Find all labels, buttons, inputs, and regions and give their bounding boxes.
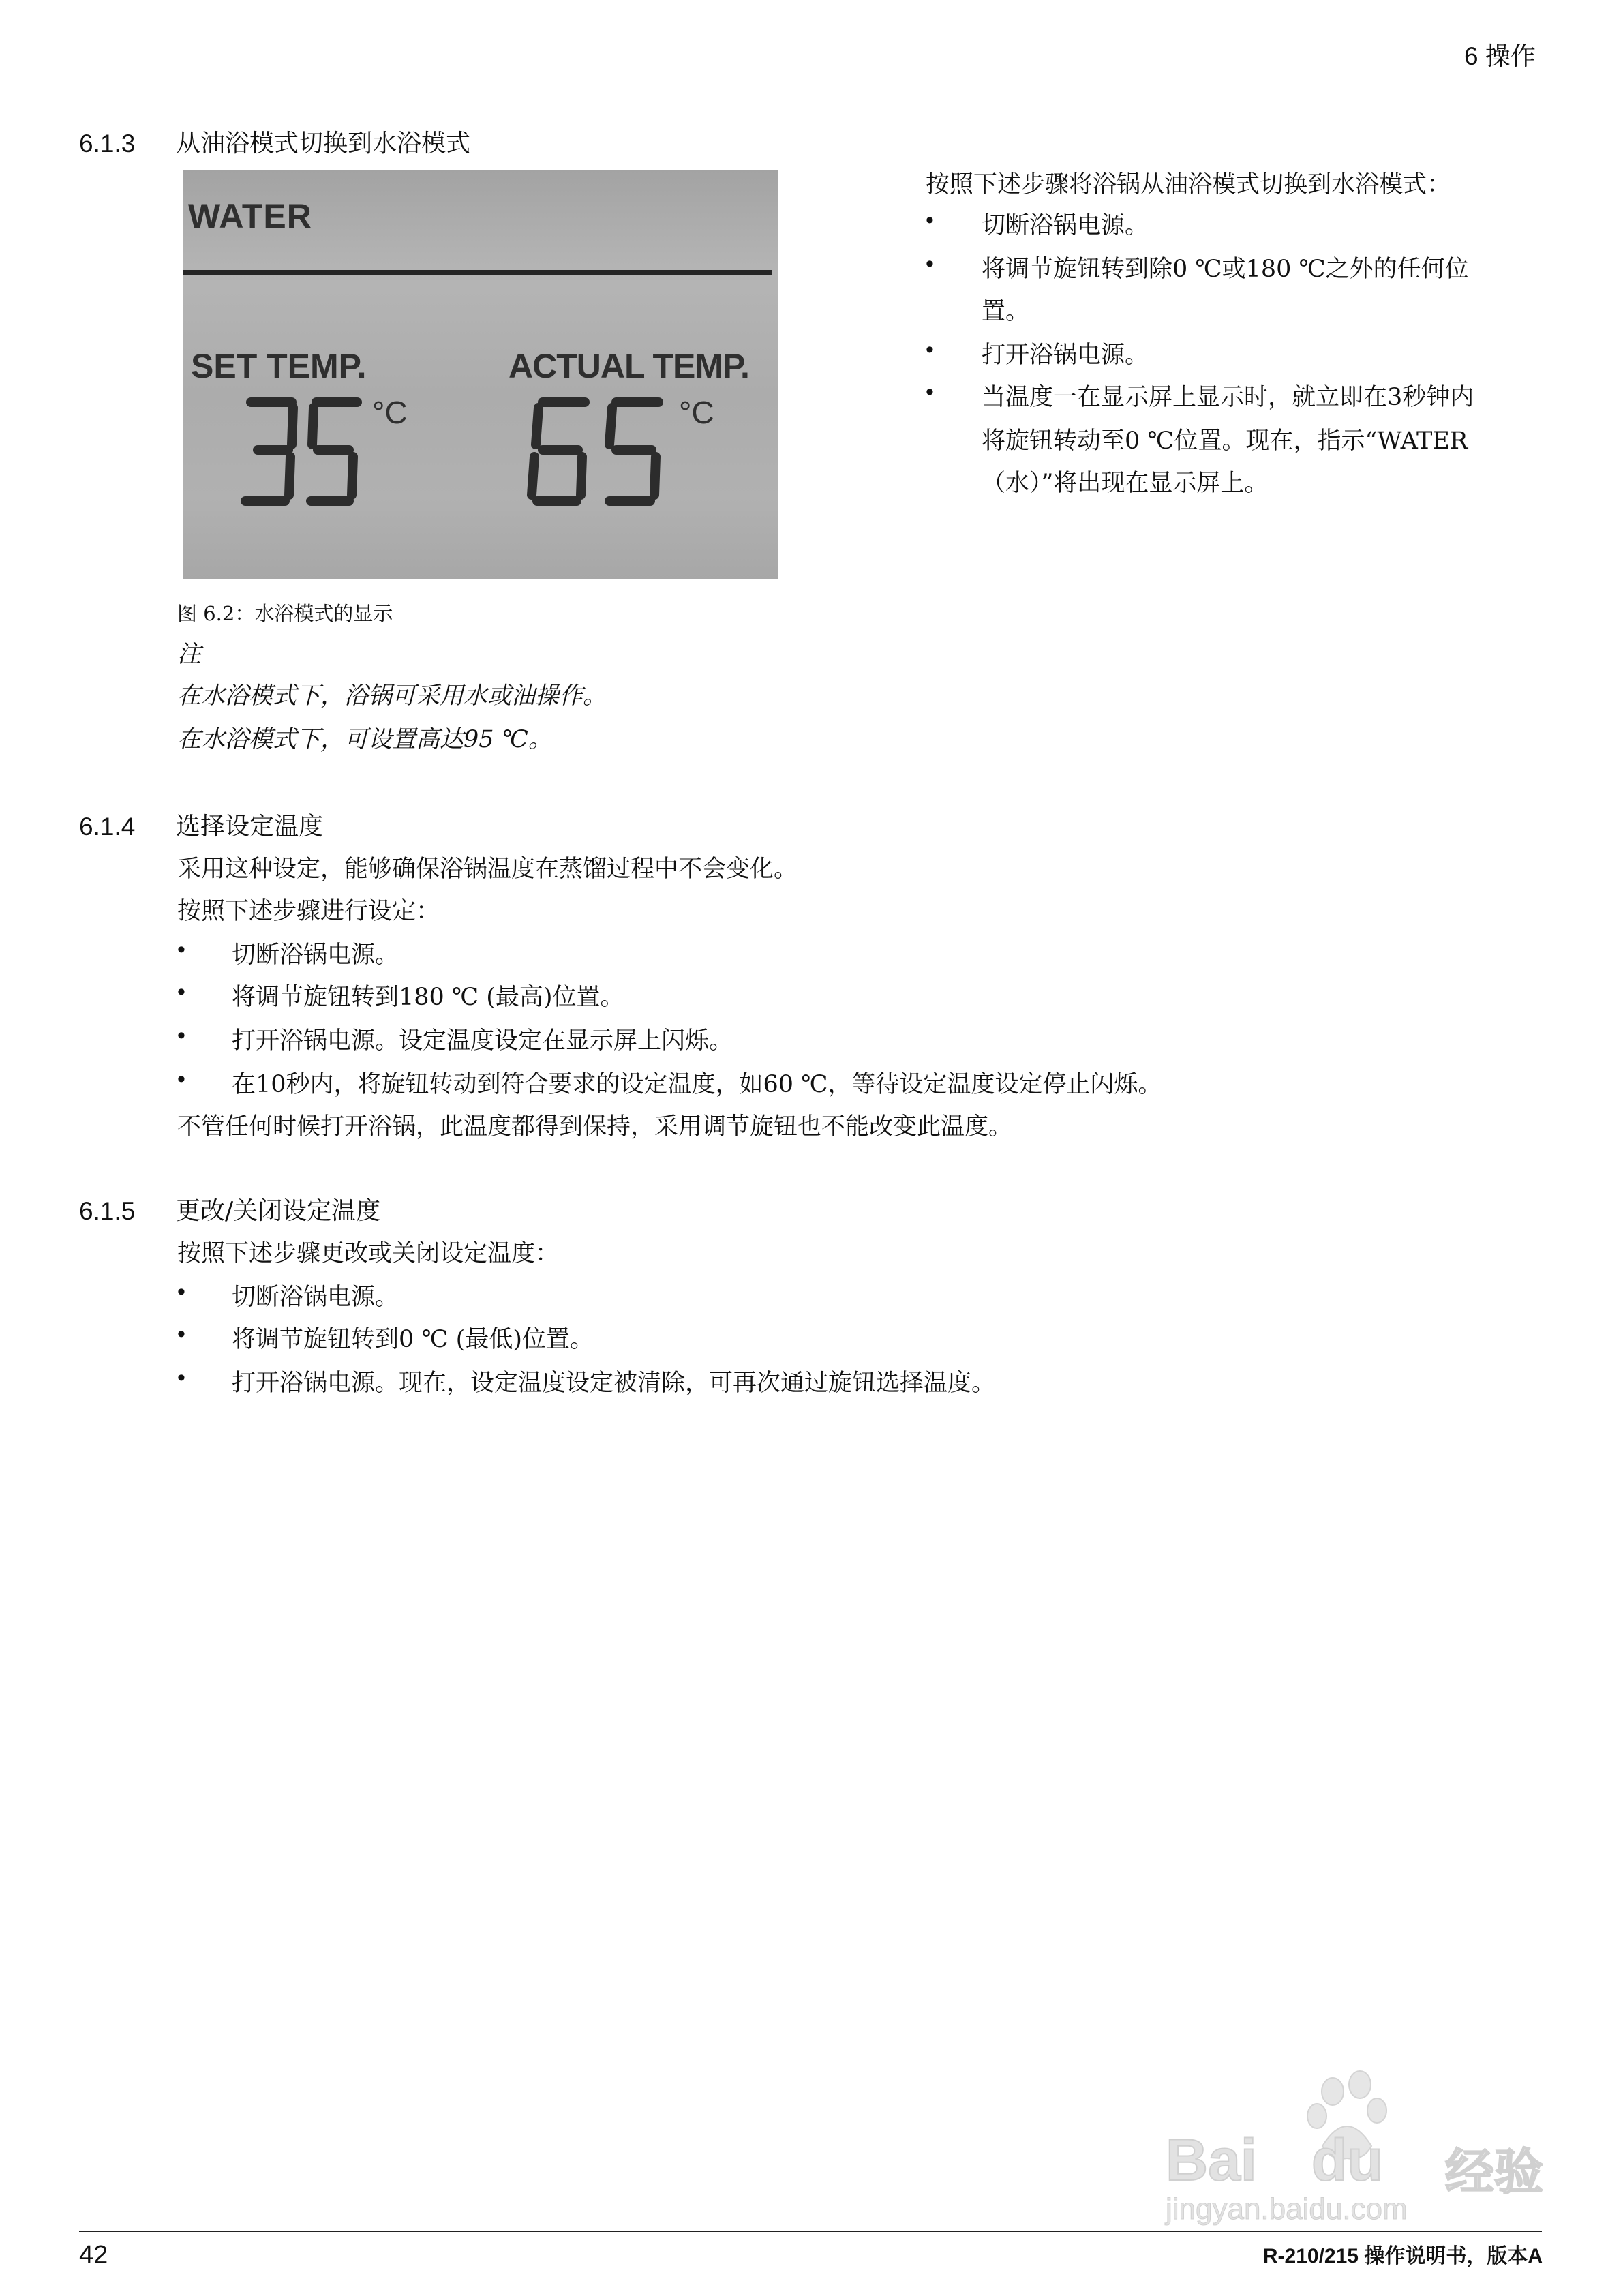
footer-rule <box>79 2231 1542 2232</box>
watermark-brand-part2: du <box>1311 2128 1383 2193</box>
bullet-marker: • <box>177 1365 185 1391</box>
section-614-title: 选择设定温度 <box>176 813 324 841</box>
section-613-number: 6.1.3 <box>79 130 136 157</box>
sec615-intro: 按照下述步骤更改或关闭设定温度： <box>177 1240 560 1267</box>
sec613-step-1: 切断浴锅电源。 <box>982 212 1149 239</box>
bullet-marker: • <box>177 1279 185 1305</box>
chapter-header: 6 操作 <box>1464 42 1536 70</box>
watermark-url: jingyan.baidu.com <box>1166 2192 1408 2226</box>
page-number: 42 <box>79 2241 108 2269</box>
sec613-step-3: 打开浴锅电源。 <box>982 342 1149 369</box>
sec614-step-1: 切断浴锅电源。 <box>232 941 399 969</box>
watermark-label: 经验 <box>1445 2143 1544 2201</box>
section-614-number: 6.1.4 <box>79 813 136 841</box>
sec614-closing: 不管任何时候打开浴锅，此温度都得到保持，采用调节旋钮也不能改变此温度。 <box>177 1113 1013 1141</box>
bullet-marker: • <box>177 1023 185 1048</box>
sec615-step-2: 将调节旋钮转到0 ℃ (最低)位置。 <box>232 1326 594 1353</box>
sec613-step-2-line2: 置。 <box>982 298 1030 325</box>
sec615-step-3: 打开浴锅电源。现在，设定温度设定被清除，可再次通过旋钮选择温度。 <box>232 1370 996 1397</box>
lcd-mode-label: WATER <box>188 197 312 235</box>
lcd-digit-5 <box>311 402 357 501</box>
lcd-seven-segment-digits <box>183 170 778 579</box>
lcd-set-temp-label: SET TEMP. <box>191 347 367 385</box>
bullet-marker: • <box>177 1321 185 1347</box>
sec614-step-3: 打开浴锅电源。设定温度设定在显示屏上闪烁。 <box>232 1027 733 1055</box>
baidu-watermark <box>1159 2059 1568 2226</box>
bullet-marker: • <box>926 337 934 363</box>
footer-doc-title: R-210/215 操作说明书，版本A <box>1262 2245 1543 2267</box>
sec615-step-1: 切断浴锅电源。 <box>232 1284 399 1311</box>
lcd-set-unit: °C <box>372 395 408 430</box>
bullet-marker: • <box>926 207 934 233</box>
bullet-marker: • <box>926 251 934 277</box>
bullet-marker: • <box>177 1066 185 1092</box>
bullet-marker: • <box>177 937 185 963</box>
watermark-brand <box>1166 2127 1383 2194</box>
sec614-step-4: 在10秒内，将旋钮转动到符合要求的设定温度，如60 ℃，等待设定温度设定停止闪烁。 <box>232 1071 1162 1098</box>
sec613-step-2-line1: 将调节旋钮转到除0 ℃或180 ℃之外的任何位 <box>982 256 1469 283</box>
note-title: 注 <box>177 641 202 668</box>
section-615-number: 6.1.5 <box>79 1197 136 1225</box>
sec614-line-1: 采用这种设定，能够确保浴锅温度在蒸馏过程中不会变化。 <box>177 856 798 883</box>
sec613-intro: 按照下述步骤将浴锅从油浴模式切换到水浴模式： <box>926 171 1451 198</box>
watermark-brand-part1: Bai <box>1166 2128 1257 2193</box>
bullet-marker: • <box>177 979 185 1005</box>
sec613-step-4-line1: 当温度一在显示屏上显示时，就立即在3秒钟内 <box>982 384 1474 411</box>
lcd-digit-5b <box>609 402 658 501</box>
note-line-2: 在水浴模式下，可设置高达95 ℃。 <box>177 726 552 753</box>
lcd-actual-unit: °C <box>679 395 714 430</box>
section-615-title: 更改/关闭设定温度 <box>176 1197 381 1225</box>
sec614-step-2: 将调节旋钮转到180 ℃ (最高)位置。 <box>232 984 624 1011</box>
lcd-actual-temp-label: ACTUAL TEMP. <box>509 347 749 385</box>
sec613-step-4-line2: 将旋钮转动至0 ℃位置。现在，指示“WATER <box>982 427 1468 455</box>
lcd-display-photo <box>183 170 778 579</box>
figure-caption: 图 6.2：水浴模式的显示 <box>177 602 393 625</box>
bullet-marker: • <box>926 379 934 405</box>
section-613-title: 从油浴模式切换到水浴模式 <box>176 130 471 157</box>
lcd-digit-6 <box>532 402 585 501</box>
sec614-line-2: 按照下述步骤进行设定： <box>177 898 440 925</box>
lcd-digit-3 <box>245 402 293 501</box>
sec613-step-4-line3: （水）”将出现在显示屏上。 <box>982 470 1269 497</box>
note-line-1: 在水浴模式下，浴锅可采用水或油操作。 <box>177 682 607 710</box>
